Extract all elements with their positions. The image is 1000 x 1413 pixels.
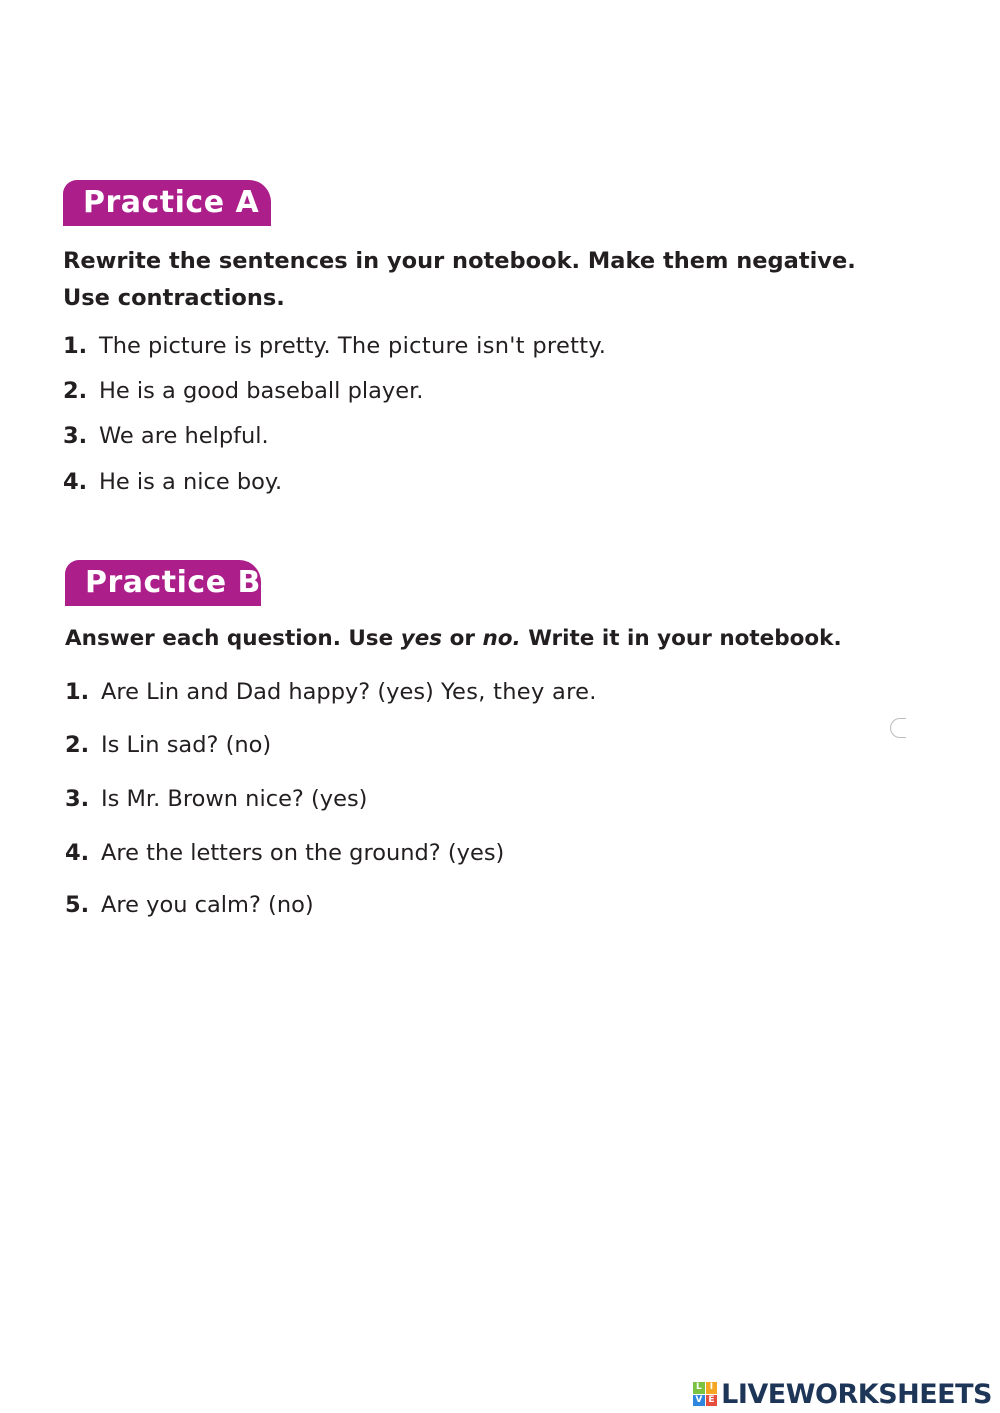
- item-text: He is a nice boy.: [99, 469, 283, 495]
- item-number: 2.: [63, 378, 88, 404]
- practice-b-badge: Practice B: [65, 560, 261, 606]
- practice-b-instructions: [65, 620, 965, 657]
- practice-a-badge: Practice A: [63, 180, 271, 226]
- item-number: 1.: [63, 333, 88, 359]
- item-answer[interactable]: The picture isn't pretty.: [337, 333, 607, 359]
- logo-mark-cell: V: [693, 1395, 705, 1407]
- instruction-post: Write it in your notebook.: [520, 626, 842, 651]
- instruction-or: or: [442, 626, 483, 651]
- item-number: 1.: [65, 679, 90, 705]
- item-text: Is Lin sad? (no): [101, 732, 272, 758]
- item-text: Are you calm? (no): [101, 892, 314, 918]
- item-number: 3.: [63, 423, 88, 449]
- practice-b-item-1: [65, 677, 597, 707]
- page-fold-mark-icon: [890, 718, 906, 738]
- instruction-pre: Answer each question. Use: [65, 626, 401, 651]
- item-number: 5.: [65, 892, 90, 918]
- practice-a-item-2: [63, 376, 423, 406]
- practice-a-item-3: [63, 421, 269, 451]
- item-text: The picture is pretty.: [99, 333, 331, 359]
- item-text: Are Lin and Dad happy? (yes): [101, 679, 434, 705]
- instruction-yes: yes: [400, 626, 443, 651]
- item-number: 2.: [65, 732, 90, 758]
- logo-mark-cell: L: [693, 1382, 705, 1394]
- item-text: Are the letters on the ground? (yes): [101, 840, 505, 866]
- item-text: We are helpful.: [99, 423, 269, 449]
- logo-mark-cell: E: [706, 1395, 718, 1407]
- practice-a-instruction-line1: Rewrite the sentences in your notebook. Make them negative.: [63, 248, 856, 274]
- practice-a-item-4: [63, 467, 282, 497]
- practice-b-item-3: [65, 784, 367, 814]
- item-number: 3.: [65, 786, 90, 812]
- practice-a-instructions: [63, 243, 943, 317]
- liveworksheets-logo: [693, 1377, 992, 1411]
- item-text: He is a good baseball player.: [99, 378, 424, 404]
- practice-b-item-4: [65, 838, 504, 868]
- item-number: 4.: [63, 469, 88, 495]
- instruction-no: no.: [482, 626, 521, 651]
- practice-a-item-1: [63, 331, 606, 361]
- item-text: Is Mr. Brown nice? (yes): [101, 786, 368, 812]
- practice-b-item-5: [65, 890, 314, 920]
- logo-mark-cell: I: [706, 1382, 718, 1394]
- item-number: 4.: [65, 840, 90, 866]
- practice-b-item-2: [65, 730, 271, 760]
- logo-text: LIVEWORKSHEETS: [721, 1378, 992, 1410]
- item-answer[interactable]: Yes, they are.: [441, 679, 597, 705]
- logo-mark-icon: [693, 1382, 717, 1406]
- practice-a-instruction-line2: Use contractions.: [63, 285, 285, 311]
